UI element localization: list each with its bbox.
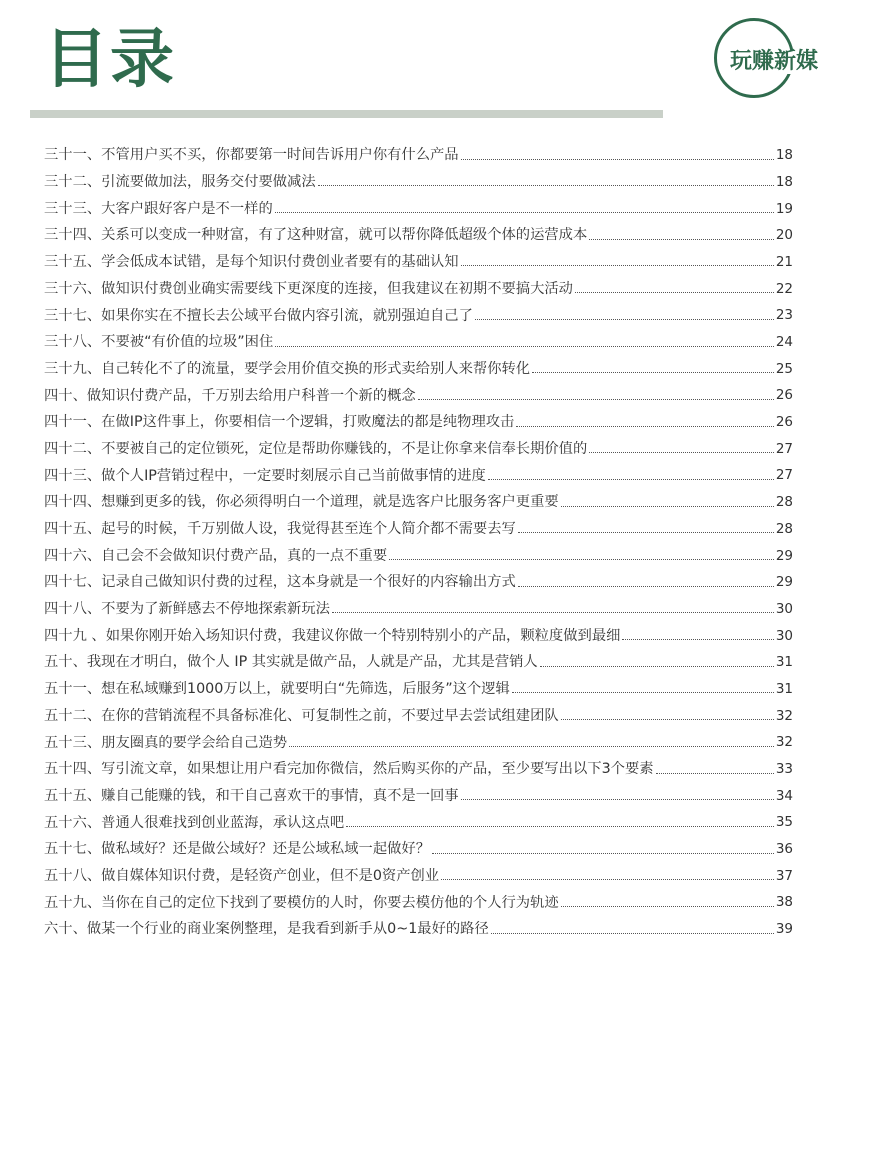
toc-dot-leader — [461, 159, 774, 160]
toc-entry-title: 四十五、起号的时候，千万别做人设，我觉得甚至连个人简介都不需要去写 — [44, 521, 516, 538]
toc-entry-page-number: 22 — [775, 280, 793, 297]
toc-entry-title: 四十六、自己会不会做知识付费产品，真的一点不重要 — [44, 547, 388, 564]
toc-entry-title: 五十五、赚自己能赚的钱，和干自己喜欢干的事情，真不是一回事 — [44, 787, 459, 804]
toc-entry-title: 四十九 、如果你刚开始入场知识付费，我建议你做一个特别特别小的产品，颗粒度做到最细 — [44, 627, 621, 644]
toc-entry-page-number: 33 — [775, 761, 793, 777]
toc-dot-leader — [589, 239, 774, 240]
toc-entry[interactable] — [44, 723, 793, 750]
toc-entry-page-number: 30 — [775, 600, 793, 617]
toc-entry[interactable] — [44, 136, 793, 163]
toc-entry-page-number: 39 — [775, 921, 793, 938]
brand-logo-text: 玩赚新媒 — [730, 49, 819, 74]
toc-dot-leader — [512, 692, 774, 693]
toc-entry[interactable] — [44, 189, 793, 216]
toc-entry-title: 五十九、当你在自己的定位下找到了要模仿的人时，你要去模仿他的个人行为轨迹 — [44, 894, 559, 911]
toc-dot-leader — [432, 853, 774, 854]
toc-entry[interactable] — [44, 403, 793, 430]
toc-entry-title: 三十三、大客户跟好客户是不一样的 — [44, 200, 273, 217]
toc-entry-page-number: 26 — [775, 387, 793, 404]
toc-entry[interactable] — [44, 483, 793, 510]
toc-entry-page-number: 26 — [775, 414, 793, 431]
toc-entry-page-number: 36 — [775, 841, 793, 858]
toc-dot-leader — [332, 612, 774, 613]
toc-entry-page-number: 29 — [775, 574, 793, 591]
toc-dot-leader — [516, 426, 773, 427]
toc-dot-leader — [389, 559, 774, 560]
toc-dot-leader — [275, 212, 774, 213]
toc-entry[interactable] — [44, 456, 793, 483]
toc-entry[interactable] — [44, 510, 793, 537]
toc-entry[interactable] — [44, 430, 793, 457]
toc-entry-page-number: 24 — [775, 334, 793, 350]
toc-entry[interactable] — [44, 696, 793, 723]
toc-entry-title: 四十八、不要为了新鲜感去不停地探索新玩法 — [44, 601, 330, 618]
toc-entry[interactable] — [44, 296, 793, 323]
toc-dot-leader — [461, 265, 774, 266]
toc-entry-page-number: 19 — [775, 200, 793, 217]
toc-entry-page-number: 18 — [775, 147, 793, 164]
toc-entry[interactable] — [44, 670, 793, 697]
toc-entry[interactable] — [44, 910, 793, 937]
toc-entry[interactable] — [44, 616, 793, 643]
toc-entry-page-number: 32 — [775, 707, 793, 724]
toc-entry-title: 五十一、想在私域赚到1000万以上，就要明白“先筛选，后服务”这个逻辑 — [44, 681, 510, 698]
toc-entry-page-number: 34 — [775, 787, 793, 804]
toc-entry-page-number: 35 — [775, 814, 793, 831]
table-of-contents — [44, 136, 793, 937]
toc-entry-title: 四十四、想赚到更多的钱，你必须得明白一个道理，就是选客户比服务客户更重要 — [44, 494, 559, 511]
toc-entry-page-number: 37 — [775, 867, 793, 884]
toc-entry-title: 五十四、写引流文章，如果想让用户看完加你微信，然后购买你的产品，至少要写出以下3个要素 — [44, 761, 654, 778]
toc-entry-page-number: 29 — [775, 547, 793, 564]
toc-entry-title: 四十二、不要被自己的定位锁死，定位是帮助你赚钱的，不是让你拿来信奉长期价值的 — [44, 440, 588, 457]
toc-dot-leader — [561, 719, 774, 720]
toc-entry[interactable] — [44, 216, 793, 243]
toc-dot-leader — [475, 319, 774, 320]
toc-entry[interactable] — [44, 750, 793, 777]
toc-entry[interactable] — [44, 269, 793, 296]
toc-entry[interactable] — [44, 163, 793, 190]
toc-entry-page-number: 20 — [775, 227, 793, 244]
toc-entry[interactable] — [44, 536, 793, 563]
toc-entry-title: 五十七、做私域好？还是做公域好？还是公域私域一起做好？ — [44, 841, 431, 858]
toc-entry-page-number: 28 — [775, 494, 793, 511]
toc-entry-title: 三十四、关系可以变成一种财富，有了这种财富，就可以帮你降低超级个体的运营成本 — [44, 227, 588, 244]
toc-entry[interactable] — [44, 803, 793, 830]
toc-entry[interactable] — [44, 563, 793, 590]
toc-entry-page-number: 30 — [775, 627, 793, 644]
toc-entry-page-number: 27 — [775, 440, 793, 457]
toc-entry[interactable] — [44, 590, 793, 617]
toc-entry-page-number: 27 — [775, 467, 793, 484]
toc-entry-title: 五十、我现在才明白，做个人 IP 其实就是做产品，人就是产品，尤其是营销人 — [44, 654, 538, 671]
toc-entry-title: 六十、做某一个行业的商业案例整理，是我看到新手从0~1最好的路径 — [44, 921, 489, 938]
toc-entry-title: 三十一、不管用户买不买，你都要第一时间告诉用户你有什么产品 — [44, 147, 459, 164]
toc-entry-page-number: 31 — [775, 680, 793, 697]
toc-dot-leader — [441, 879, 774, 880]
toc-dot-leader — [540, 666, 774, 667]
toc-entry[interactable] — [44, 857, 793, 884]
toc-dot-leader — [461, 799, 774, 800]
toc-entry-title: 五十六、普通人很难找到创业蓝海，承认这点吧 — [44, 814, 345, 831]
toc-entry[interactable] — [44, 883, 793, 910]
toc-dot-leader — [518, 586, 774, 587]
toc-entry-page-number: 21 — [775, 253, 793, 270]
toc-dot-leader — [518, 532, 774, 533]
toc-entry[interactable] — [44, 350, 793, 377]
toc-entry-title: 三十九、自己转化不了的流量，要学会用价值交换的形式卖给别人来帮你转化 — [44, 360, 531, 377]
toc-entry[interactable] — [44, 643, 793, 670]
toc-dot-leader — [318, 185, 774, 186]
toc-dot-leader — [275, 346, 774, 347]
toc-dot-leader — [561, 906, 774, 907]
toc-entry[interactable] — [44, 376, 793, 403]
toc-dot-leader — [575, 292, 774, 293]
toc-entry-title: 四十七、记录自己做知识付费的过程，这本身就是一个很好的内容输出方式 — [44, 574, 516, 591]
toc-entry-page-number: 31 — [775, 654, 793, 671]
toc-entry-title: 三十二、引流要做加法，服务交付要做减法 — [44, 174, 316, 191]
toc-entry-title: 三十七、如果你实在不擅长去公域平台做内容引流，就别强迫自己了 — [44, 307, 473, 324]
toc-dot-leader — [532, 372, 774, 373]
toc-entry[interactable] — [44, 830, 793, 857]
toc-dot-leader — [488, 479, 774, 480]
title-underline-bar — [30, 110, 663, 118]
toc-entry-page-number: 32 — [775, 734, 793, 751]
toc-entry[interactable] — [44, 323, 793, 350]
toc-dot-leader — [622, 639, 773, 640]
toc-entry-page-number: 28 — [775, 520, 793, 537]
toc-dot-leader — [589, 452, 774, 453]
toc-dot-leader — [346, 826, 774, 827]
toc-entry-title: 五十三、朋友圈真的要学会给自己造势 — [44, 734, 288, 751]
toc-entry[interactable] — [44, 777, 793, 804]
toc-entry-title: 三十六、做知识付费创业确实需要线下更深度的连接，但我建议在初期不要搞大活动 — [44, 280, 573, 297]
toc-entry-page-number: 18 — [775, 173, 793, 190]
toc-entry-title: 四十三、做个人IP营销过程中，一定要时刻展示自己当前做事情的进度 — [44, 467, 486, 484]
toc-entry[interactable] — [44, 243, 793, 270]
toc-entry-title: 四十、做知识付费产品，千万别去给用户科普一个新的概念 — [44, 387, 416, 404]
toc-entry-title: 三十八、不要被“有价值的垃圾”困住 — [44, 334, 274, 351]
toc-entry-title: 五十八、做自媒体知识付费，是轻资产创业，但不是0资产创业 — [44, 867, 440, 884]
toc-entry-title: 四十一、在做IP这件事上，你要相信一个逻辑，打败魔法的都是纯物理攻击 — [44, 414, 515, 431]
page-title: 目录 — [44, 23, 176, 97]
toc-dot-leader — [418, 399, 774, 400]
toc-dot-leader — [656, 773, 774, 774]
toc-dot-leader — [561, 506, 774, 507]
toc-dot-leader — [289, 746, 774, 747]
toc-entry-page-number: 38 — [775, 894, 793, 911]
toc-dot-leader — [491, 933, 774, 934]
toc-entry-title: 三十五、学会低成本试错，是每个知识付费创业者要有的基础认知 — [44, 254, 459, 271]
toc-entry-page-number: 25 — [775, 360, 793, 377]
toc-entry-title: 五十二、在你的营销流程不具备标准化、可复制性之前，不要过早去尝试组建团队 — [44, 707, 559, 724]
toc-entry-page-number: 23 — [775, 307, 793, 324]
